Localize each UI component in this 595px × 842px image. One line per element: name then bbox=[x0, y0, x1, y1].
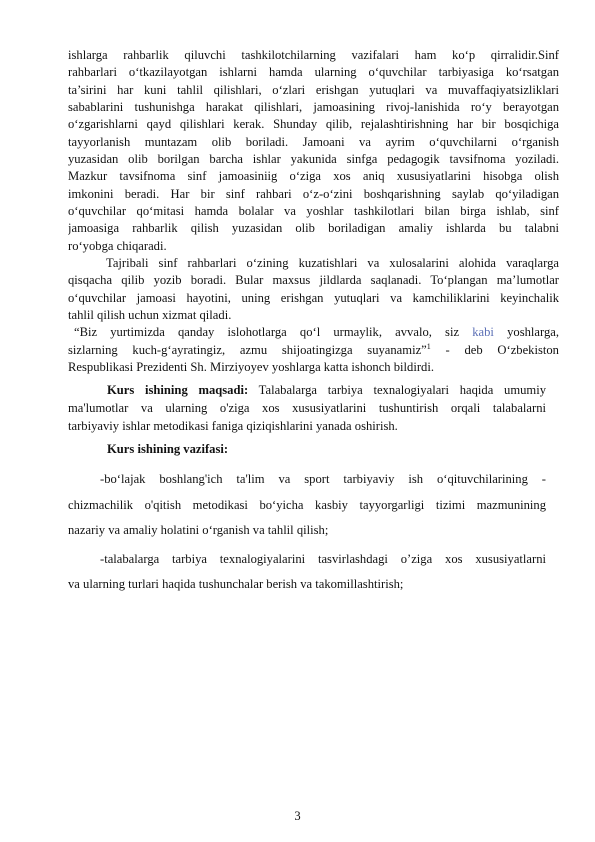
goal-line: tarbiyaviy ishlar metodikasi faniga qiziqishlarini yanada oshirish. bbox=[68, 419, 398, 433]
quote-text: - deb O‘zbekiston bbox=[430, 343, 559, 357]
task-line: chizmachilik o'qitish metodikasi bo‘yicha kasbiy tayyorgarligi tizimi mazmunining bbox=[68, 498, 546, 512]
page-number: 3 bbox=[294, 809, 301, 823]
paragraph-line: ishlarga rahbarlik qiluvchi tashkilotchilarning vazifalari ham ko‘p qirralidir.Sinf bbox=[68, 48, 559, 62]
goal-text: Talabalarga tarbiya texnalogiyalari haqida umumiy bbox=[248, 383, 546, 397]
tasks-heading: Kurs ishining vazifasi: bbox=[107, 442, 229, 456]
paragraph-line: o‘zgarishlarni qayd qilishlari kerak. Shunday qilib, rejalashtirishning har bir bosqichiga bbox=[68, 117, 559, 131]
paragraph-line: imkonini beradi. Har bir sinf rahbari o‘z-o‘zini boshqarishning saylab qo‘yiladigan bbox=[68, 187, 559, 201]
paragraph-line: o‘quvchilar jamoasi hayotini, uning erishgan yutuqlari va kamchiliklarini keyinchalik bbox=[68, 291, 559, 305]
goal-line bbox=[107, 382, 546, 398]
paragraph-line: tahlil qilish uchun xizmat qiladi. bbox=[68, 308, 232, 322]
highlighted-word: kabi bbox=[472, 325, 494, 339]
paragraph-line: o‘quvchilar qo‘mitasi hamda bolalar va yoshlar tashkilotlari bilan birga ishlab, sinf bbox=[68, 204, 559, 218]
goal-line: ma'lumotlar va ularning o'ziga xos xususiyatlarini tushuntirish orqali talabalarni bbox=[68, 401, 546, 415]
paragraph-line: sabablarini tushunishga harakat qilishlari, jamoasining rivoj-lanishida ro‘y berayotgan bbox=[68, 100, 559, 114]
paragraph-line: jamoasiga rahbarlik qilish yuzasidan olib boriladigan amaliy ishlarda bu talabni bbox=[68, 221, 559, 235]
paragraph-line: Tajribali sinf rahbarlari o‘zining kuzatishlari va xulosalarini alohida varaqlarga bbox=[106, 256, 559, 270]
paragraph-line: rahbarlari o‘tkazilayotgan ishlarni hamda ularning o‘quvchilar tarbiyasiga ko‘rsatgan bbox=[68, 65, 559, 79]
quote-text: sizlarning kuch-g‘ayratingiz, azmu shijoatingizga suyanamiz” bbox=[68, 343, 427, 357]
quote-text: “Biz yurtimizda qanday islohotlarga qo‘l urmaylik, avvalo, siz bbox=[74, 325, 460, 339]
quote-line bbox=[68, 342, 559, 358]
task-line: -bo‘lajak boshlang'ich ta'lim va sport tarbiyaviy ish o‘qituvchilarining - bbox=[100, 472, 546, 486]
task-line: -talabalarga tarbiya texnalogiyalarini tasvirlashdagi o’ziga xos xususiyatlarni bbox=[100, 552, 546, 566]
goal-heading: Kurs ishining maqsadi: bbox=[107, 383, 249, 397]
paragraph-line: tayyorlanish muntazam olib boriladi. Jamoani va ayrim o‘quvchilarni o‘rganish bbox=[68, 135, 559, 149]
task-line: va ularning turlari haqida tushunchalar berish va takomillashtirish; bbox=[68, 577, 404, 591]
paragraph-line: ta’sirini har kuni tahlil qilishlari, o‘zlari erishgan yutuqlari va muvaffaqiyatsizliklari bbox=[68, 83, 559, 97]
quote-line: Respublikasi Prezidenti Sh. Mirziyoyev yoshlarga katta ishonch bildirdi. bbox=[68, 360, 434, 374]
quote-line bbox=[74, 324, 559, 340]
paragraph-line: ro‘yobga chiqaradi. bbox=[68, 239, 167, 253]
paragraph-line: Mazkur tavsifnoma sinf jamoasiniig o‘ziga xos aniq xususiyatlarini hisobga olish bbox=[68, 169, 559, 183]
task-line: nazariy va amaliy holatini o‘rganish va tahlil qilish; bbox=[68, 523, 329, 537]
paragraph-line: yuzasidan olib borilgan barcha ishlar yakunida sinfga pedagogik tavsifnoma yoziladi. bbox=[68, 152, 559, 166]
paragraph-line: qisqacha qilib yozib boradi. Bular maxsus jildlarda saqlanadi. To‘plangan ma’lumotlar bbox=[68, 273, 559, 287]
quote-text: yoshlarga, bbox=[507, 325, 559, 339]
footnote-mark: 1 bbox=[426, 342, 431, 351]
